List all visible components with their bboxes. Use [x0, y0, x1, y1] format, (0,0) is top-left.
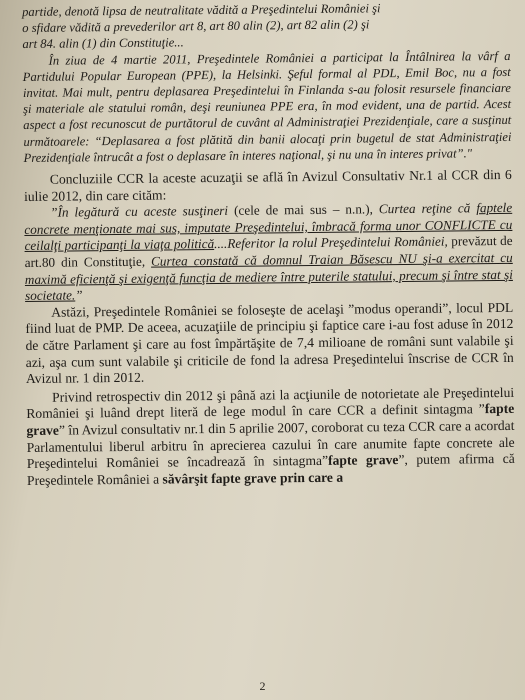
citation-part: prevăzut de art.80 din Constituţie, — [24, 233, 513, 270]
page-number: 2 — [259, 679, 266, 693]
quote-line: o sfidare vădită a prevederilor art 8, art 80 alin (2), art 82 alin (2) şi — [22, 17, 370, 36]
ccr-citation — [24, 200, 513, 305]
quote-paragraph-helsinki: În ziua de 4 martie 2011, Preşedintele României a participat la Întâlnirea la vârf a Partidului Popular European (PPE), la Helsinki. Şeful formal al PDL, Emil Boc, nu a fost invitat. Mai mult, pentru deplasarea Preşedintelui în Finlanda s-au folosit resursele financiare şi materiale ale statului român, deşi reuniunea PPE era, în mod evident, una de partid. Acest aspect a fost recunoscut de purtătorul de cuvânt al Administraţiei Prezidenţiale, care a susţinut următoarele: “Deplasarea a fost plătită din banii alocaţi prin bugetul de stat Administraţiei Prezidenţiale întrucât a fost o deplasare în interes naţional, şi nu una în interes privat”." — [22, 48, 512, 165]
document-text — [22, 0, 515, 489]
citation-part: ....Referitor la rolul Preşedintelui României, — [214, 233, 448, 252]
retro-bold: săvârşit fapte grave prin care a — [162, 469, 344, 487]
quote-line: art 84. alin (1) din Constituţie... — [22, 35, 184, 52]
citation-part: (cele de mai sus – n.n.), — [227, 201, 379, 219]
paragraph-today: Astăzi, Preşedintele României se foloseşte de acelaşi ”modus operandi”, locul PDL fiind luat de PMP. De aceea, acuzaţiile de principiu şi faptice care i-au fost aduse în 2012 de către Parlament şi care au fost împărtăşite de 7,4 milioane de români sunt valabile şi azi, aşa cum sunt valabile şi criticile de fond la adresa Preşedintelui înscrise de CCR în Avizul nr. 1 din 2012. — [25, 299, 514, 387]
retro-text: ” în Avizul consultativ nr.1 din 5 aprilie 2007, coroborat cu teza CCR care a acordat Parlamentului liberul arbitru în aprecierea cazului în care anumite fapte concrete ale Preşedintelui României se încadrează în sintagma” — [26, 417, 515, 472]
quote-line: partide, denotă lipsa de neutralitate vădită a Preşedintelui României şi — [22, 1, 381, 19]
citation-underlined: Curtea constată că domnul Traian Băsescu NU şi-a exercitat cu maximă eficienţă şi exigenţă funcţia de mediere între puterile statului, precum şi între stat şi societate. — [24, 249, 513, 304]
paragraph-ccr-conclusions: Concluziile CCR la aceste acuzaţii se află în Avizul Consultativ Nr.1 al CCR din 6 iulie 2012, din care cităm: — [23, 166, 512, 204]
citation-underlined: faptele concrete menţionate mai sus, imputate Preşedintelui, îmbracă forma unor CONFLICTE cu ceilalţi participanţi la viaţa politică — [24, 200, 513, 254]
quoted-complaint — [22, 0, 512, 166]
citation-part: ”În legătură cu aceste susţineri — [50, 203, 229, 220]
citation-part: ” — [75, 287, 83, 303]
citation-part: Curtea reţine că — [378, 200, 477, 217]
retro-text: Privind retrospectiv din 2012 şi până azi la acţiunile de notorietate ale Preşedintelui României şi luând drept literă de lege modul în care CCR a definit sintagma ” — [26, 384, 515, 422]
retro-bold: fapte grave — [327, 452, 399, 468]
paragraph-retrospective — [26, 385, 515, 490]
retro-text: ”, putem afirma că Preşedintele României a — [26, 450, 515, 488]
retro-bold: fapte grave — [26, 401, 515, 438]
